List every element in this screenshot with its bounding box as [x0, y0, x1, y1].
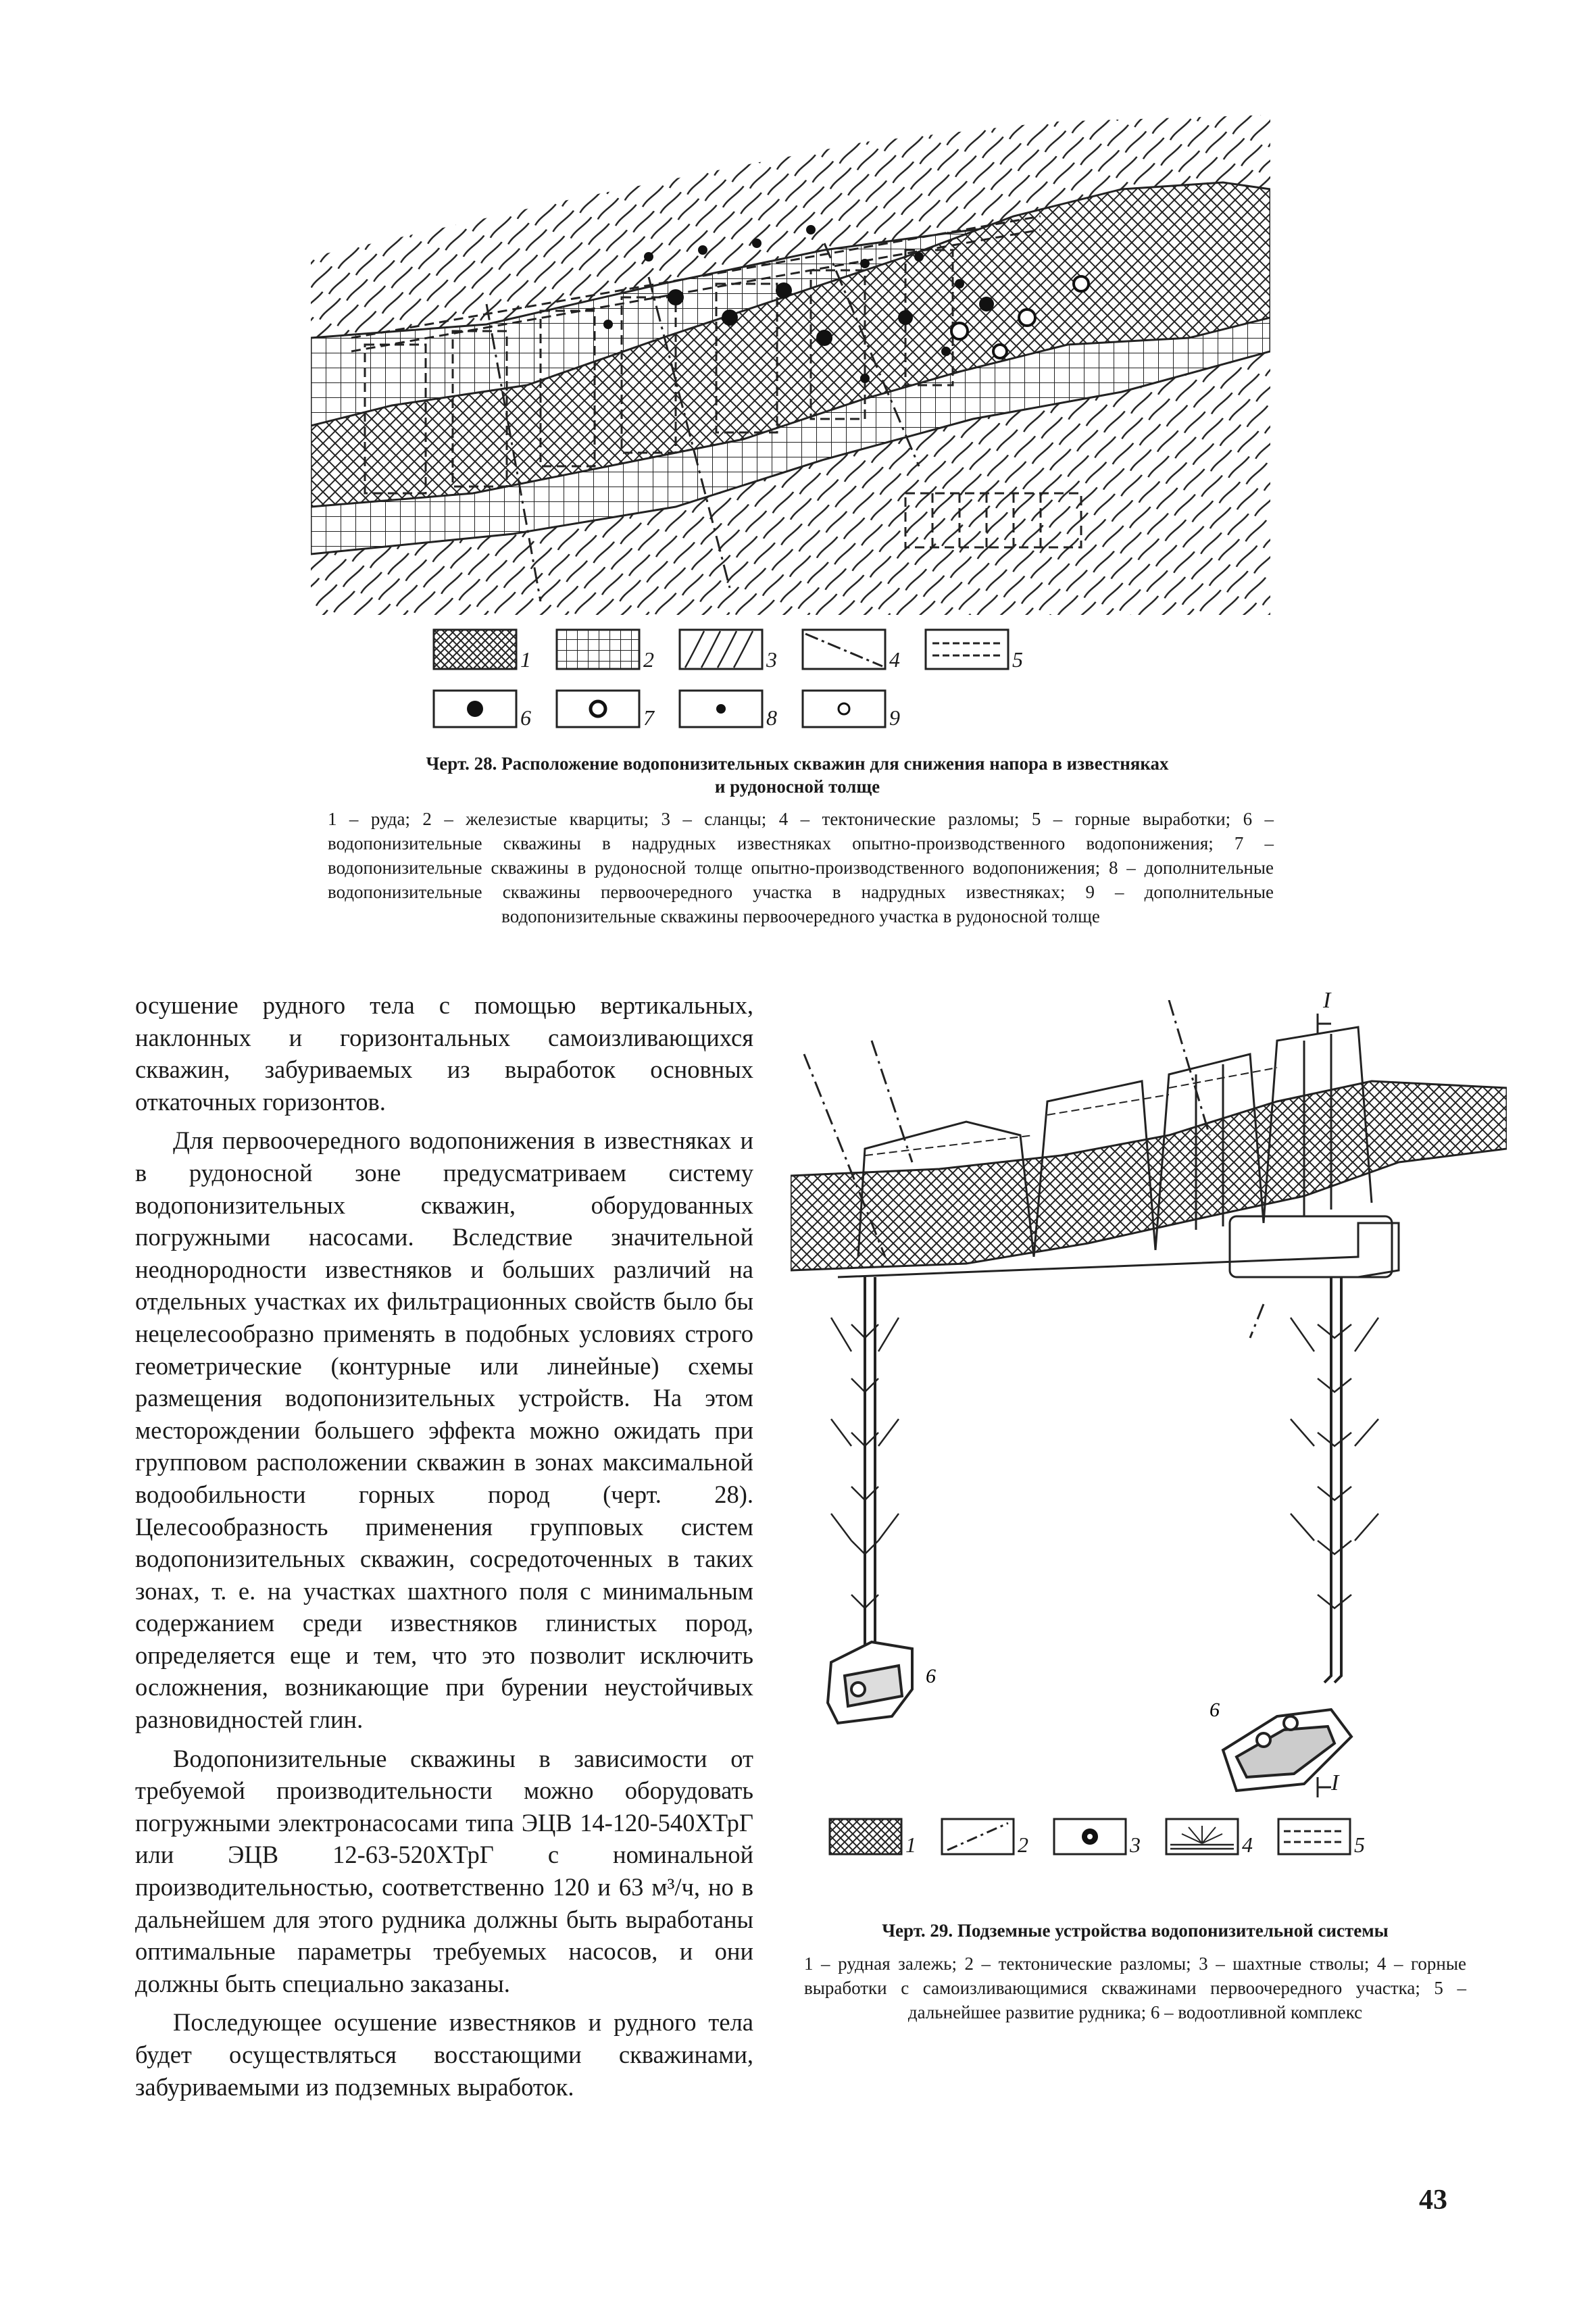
legend-item-schist [678, 628, 777, 670]
figure-28-map [311, 115, 1270, 615]
legend-item-ore [432, 628, 531, 670]
figure-28-legend-row-2 [432, 689, 924, 728]
legend-item-further-development [1277, 1818, 1365, 1856]
figure-29-caption: 1 – рудная залежь; 2 – тектонические разломы; 3 – шахтные стволы; 4 – горные выработки с самоизливающимися скважинами первоочередного участка; 5 – дальнейшее развитие рудника; 6 – водоотливной комплекс [804, 1953, 1466, 2022]
shaft-label-6-right: 6 [1210, 1699, 1220, 1721]
figure-28-caption: 1 – руда; 2 – железистые кварциты; 3 – сланцы; 4 – тектонические разломы; 5 – горные выработки; 6 – водопонизительные скважины в надрудных известняках опытно-производственного водопонижения; 7 – водопонизительные скважины в рудоносной толще опытно-производственного водопонижения; 8 – дополнительные водопонизительные скважины первоочередного участка в надрудных известняках; 9 – дополнительные водопонизительные скважины первоочередного участка в рудоносной толще [328, 809, 1274, 926]
legend-item-extra-well-limestone [678, 689, 777, 728]
legend-label: 6 [520, 705, 531, 730]
paragraph-1: осушение рудного тела с помощью вертикальных, наклонных и горизонтальных самоизливающихся скважин, забуриваемых из выработок основных откаточных горизонтов. [135, 991, 753, 1116]
shaft-label-6-left: 6 [926, 1665, 936, 1687]
legend-item-tectonic-faults [941, 1818, 1028, 1856]
paragraph-2: Для первоочередного водопонижения в известняках и в рудоносной зоне предусматриваем систему водопонизительных скважин, оборудованных погружными насосами. Вследствие значительной неоднородности известняков и больших различий на отдельных участках их фильтрационных свойств было бы нецелесообразно применять в подобных условиях строго геометрические (контурные или линейные) схемы размещения водопонизительных устройств. На этом месторождении большего эффекта можно ожидать при групповом расположении скважин в зонах максимальной водообильности горных пород (черт. 28). Целесообразность применения групповых систем водопонизительных скважин, сосредоточенных в таких зонах, т. е. на участках шахтного поля с минимальным содержанием среди известняков глинистых пород, определяется еще и тем, что это позволит исключить осложнения, возникающие при бурении неустойчивых разновидностей глин. [135, 1126, 753, 1734]
paragraph-4: Последующее осушение известняков и рудного тела будет осуществляться восстающими скважинами, забуриваемыми из подземных выработок. [135, 2008, 753, 2101]
body-text-column [135, 989, 753, 2110]
legend-label: 3 [766, 647, 777, 672]
legend-item-workings [924, 628, 1023, 670]
paragraph-3: Водопонизительные скважины в зависимости от требуемой производительности можно оборудовать погружными электронасосами типа ЭЦВ 14-120-540ХТрГ или ЭЦВ 12-63-520ХТрГ с номинальной производительностью, соответственно 120 и 63 м³/ч, но в дальнейшем для этого рудника должны быть выработаны оптимальные параметры требуемых насосов, и они должны быть специально заказаны. [135, 1744, 753, 1997]
legend-item-mine-shafts [1053, 1818, 1141, 1856]
legend-label: 4 [889, 647, 900, 672]
figure-29-title: Черт. 29. Подземные устройства водопонизительной системы [882, 1920, 1389, 1941]
legend-item-workings-flowing-wells [1165, 1818, 1253, 1856]
legend-item-well-limestone [432, 689, 531, 728]
legend-item-quartzite [555, 628, 654, 670]
legend-label: 1 [905, 1833, 916, 1857]
legend-item-ore-deposit [828, 1818, 916, 1856]
figure-28-title [291, 752, 1304, 798]
figure-28-title-line-2: и рудоносной толще [714, 776, 880, 797]
legend-label: 9 [889, 705, 900, 730]
section-mark-top: I [1323, 988, 1331, 1013]
legend-label: 3 [1130, 1833, 1141, 1857]
legend-label: 2 [643, 647, 654, 672]
legend-label: 8 [766, 705, 777, 730]
legend-label: 4 [1242, 1833, 1253, 1857]
legend-label: 1 [520, 647, 531, 672]
section-mark-bottom: I [1331, 1770, 1339, 1795]
legend-label: 5 [1012, 647, 1023, 672]
figure-29-legend [828, 1818, 1389, 1856]
legend-label: 2 [1018, 1833, 1028, 1857]
page-number: 43 [1419, 2185, 1447, 2216]
legend-item-fault [801, 628, 900, 670]
figure-28-legend-row-1 [432, 628, 1047, 670]
figure-29-drawing [791, 1000, 1507, 1811]
legend-label: 5 [1354, 1833, 1365, 1857]
legend-item-extra-well-ore-zone [801, 689, 900, 728]
legend-label: 7 [643, 705, 654, 730]
legend-item-well-ore-zone [555, 689, 654, 728]
figure-28-title-line-1: Черт. 28. Расположение водопонизительных скважин для снижения напора в известняках [426, 753, 1169, 774]
